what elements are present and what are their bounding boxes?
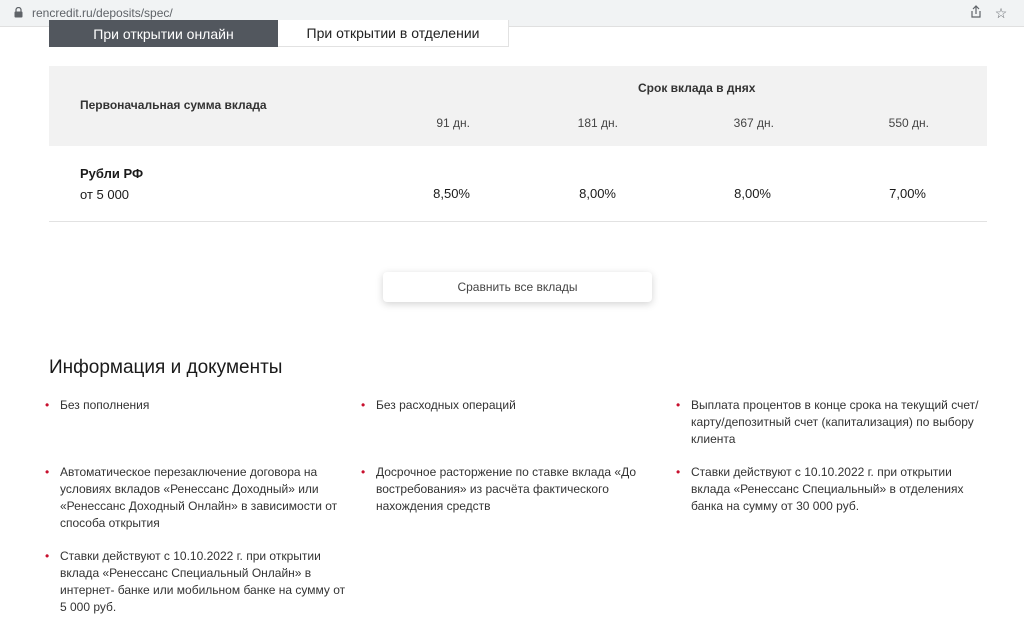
share-icon[interactable]: [968, 5, 984, 21]
info-section-title: Информация и документы: [49, 357, 283, 378]
rate-cell: 7,00%: [889, 186, 926, 201]
table-row: [49, 146, 987, 222]
rate-cell: 8,00%: [579, 186, 616, 201]
info-item-text: Ставки действуют с 10.10.2022 г. при открытии вклада «Ренессанс Специальный» в отделениях банка на сумму от 30 000 руб.: [691, 465, 964, 513]
bullet-dot-icon: •: [361, 465, 366, 479]
info-list-item: [676, 464, 981, 515]
lock-icon: [14, 7, 23, 18]
rate-cell: 8,50%: [433, 186, 470, 201]
term-column-header: 181 дн.: [577, 116, 618, 130]
bullet-dot-icon: •: [676, 465, 681, 479]
info-item-text: Без расходных операций: [376, 398, 516, 412]
bullet-dot-icon: •: [45, 398, 50, 412]
url-text[interactable]: rencredit.ru/deposits/spec/: [32, 6, 173, 20]
info-list-item: [676, 397, 981, 448]
info-item-text: Выплата процентов в конце срока на текущий счет/карту/депозитный счет (капитализация) по выбору клиента: [691, 398, 979, 446]
compare-all-deposits-button[interactable]: Сравнить все вклады: [383, 272, 652, 302]
term-column-header: 91 дн.: [436, 116, 470, 130]
bullet-dot-icon: •: [361, 398, 366, 412]
star-icon[interactable]: ☆: [994, 5, 1008, 21]
info-item-text: Без пополнения: [60, 398, 150, 412]
term-column-header: 550 дн.: [888, 116, 929, 130]
bullet-dot-icon: •: [45, 465, 50, 479]
bullet-dot-icon: •: [45, 549, 50, 563]
info-list-item: [45, 397, 350, 414]
info-item-text: Досрочное расторжение по ставке вклада «До востребования» из расчёта фактического нахождения средств: [376, 465, 637, 513]
info-list-item: [361, 397, 646, 414]
term-column-header: 367 дн.: [733, 116, 774, 130]
min-amount: от 5 000: [80, 187, 130, 202]
rates-table-header: [49, 66, 987, 146]
info-list-item: [45, 548, 350, 616]
info-list-item: [361, 464, 646, 515]
bullet-dot-icon: •: [676, 398, 681, 412]
currency-label: Рубли РФ: [80, 166, 144, 181]
rate-cell: 8,00%: [734, 186, 771, 201]
info-item-text: Автоматическое перезаключение договора на условиях вкладов «Ренессанс Доходный» или «Ренессанс Доходный Онлайн» в зависимости от способа открытия: [60, 465, 338, 530]
tab-online[interactable]: При открытии онлайн: [49, 20, 278, 47]
term-group-header: Срок вклада в днях: [638, 81, 756, 95]
tab-branch[interactable]: При открытии в отделении: [278, 20, 509, 47]
info-list-item: [45, 464, 350, 532]
amount-column-header: Первоначальная сумма вклада: [80, 98, 267, 112]
info-item-text: Ставки действуют с 10.10.2022 г. при открытии вклада «Ренессанс Специальный Онлайн» в интернет- банке или мобильном банке на сумму от 5 000 руб.: [60, 549, 346, 614]
